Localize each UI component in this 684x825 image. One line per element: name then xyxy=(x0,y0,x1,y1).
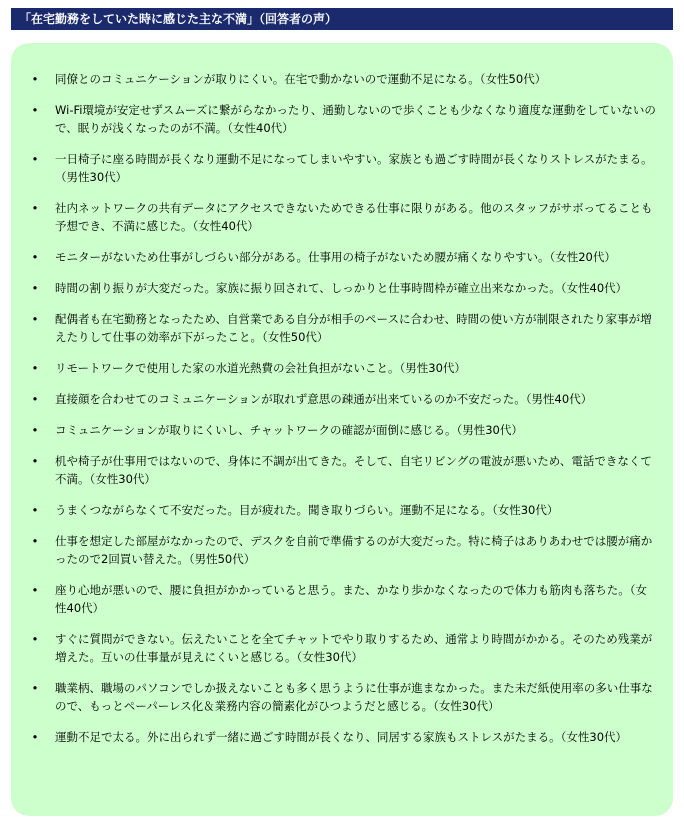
list-item-text: 座り心地が悪いので、腰に負担がかかっていると思う。また、かなり歩かなくなったので体力も筋肉も落ちた。（女性40代） xyxy=(55,583,648,615)
bullet-icon: • xyxy=(31,281,39,295)
list-item-text: 社内ネットワークの共有データにアクセスできないためできる仕事に限りがある。他のスタッフがサボってることも予想でき、不満に感じた。（女性40代） xyxy=(55,201,653,233)
bullet-icon: • xyxy=(31,534,39,548)
bullet-icon: • xyxy=(31,454,39,468)
bullet-icon: • xyxy=(31,312,39,326)
list-item-text: 時間の割り振りが大変だった。家族に振り回されて、しっかりと仕事時間枠が確立出来なかった。（女性40代） xyxy=(55,281,628,295)
bullet-icon: • xyxy=(31,250,39,264)
bullet-icon: • xyxy=(31,681,39,695)
responses-list xyxy=(27,70,657,746)
bullet-icon: • xyxy=(31,392,39,406)
list-item-text: 運動不足で太る。外に出られず一緒に過ごす時間が長くなり、同居する家族もストレスがたまる。（女性30代） xyxy=(55,730,628,744)
list-item xyxy=(27,581,657,617)
list-item xyxy=(27,501,657,519)
bullet-icon: • xyxy=(31,503,39,517)
list-item xyxy=(27,679,657,715)
list-item-text: 配偶者も在宅勤務となったため、自営業である自分が相手のペースに合わせ、時間の使い方が制限されたり家事が増えたりして仕事の効率が下がったこと。（女性50代） xyxy=(55,312,652,344)
list-item-text: 職業柄、職場のパソコンでしか扱えないことも多く思うように仕事が進まなかった。また未だ紙使用率の多い仕事なので、もっとペーパーレス化＆業務内容の簡素化がひつようだと感じる。（女性30代） xyxy=(55,681,653,713)
list-item xyxy=(27,101,657,137)
list-item-text: モニターがないため仕事がしづらい部分がある。仕事用の椅子がないため腰が痛くなりやすい。（女性20代） xyxy=(55,250,616,264)
bullet-icon: • xyxy=(31,201,39,215)
list-item xyxy=(27,70,657,88)
list-item xyxy=(27,248,657,266)
list-item-text: 仕事を想定した部屋がなかったので、デスクを自前で準備するのが大変だった。特に椅子はありあわせでは腰が痛かったので2回買い替えた。（男性50代） xyxy=(55,534,653,566)
list-item xyxy=(27,728,657,746)
bullet-icon: • xyxy=(31,632,39,646)
bullet-icon: • xyxy=(31,583,39,597)
list-item xyxy=(27,532,657,568)
list-item xyxy=(27,630,657,666)
list-item xyxy=(27,359,657,377)
bullet-icon: • xyxy=(31,152,39,166)
list-item xyxy=(27,310,657,346)
list-item xyxy=(27,421,657,439)
list-item xyxy=(27,199,657,235)
list-item-text: コミュニケーションが取りにくいし、チャットワークの確認が面倒に感じる。（男性30代） xyxy=(55,423,523,437)
list-item-text: リモートワークで使用した家の水道光熱費の会社負担がないこと。（男性30代） xyxy=(55,361,466,375)
list-item xyxy=(27,279,657,297)
bullet-icon: • xyxy=(31,103,39,117)
list-item-text: 机や椅子が仕事用ではないので、身体に不調が出てきた。そして、自宅リビングの電波が悪いため、電話できなくて不満。（女性30代） xyxy=(55,454,652,486)
list-item xyxy=(27,150,657,186)
list-item xyxy=(27,390,657,408)
responses-panel xyxy=(11,43,673,816)
bullet-icon: • xyxy=(31,730,39,744)
bullet-icon: • xyxy=(31,423,39,437)
bullet-icon: • xyxy=(31,72,39,86)
list-item-text: うまくつながらなくて不安だった。目が疲れた。聞き取りづらい。運動不足になる。（女性30代） xyxy=(55,503,559,517)
section-title: 「在宅勤務をしていた時に感じた主な不満」（回答者の声） xyxy=(11,8,673,30)
list-item-text: すぐに質問ができない。伝えたいことを全てチャットでやり取りするため、通常より時間がかかる。そのため残業が増えた。互いの仕事量が見えにくいと感じる。（女性30代） xyxy=(55,632,653,664)
list-item-text: Wi-Fi環境が安定せずスムーズに繋がらなかったり、通勤しないので歩くことも少なくなり適度な運動をしていないので、眠りが浅くなったのが不満。（女性40代） xyxy=(55,103,656,135)
list-item-text: 同僚とのコミュニケーションが取りにくい。在宅で動かないので運動不足になる。（女性50代） xyxy=(55,72,547,86)
list-item xyxy=(27,452,657,488)
bullet-icon: • xyxy=(31,361,39,375)
list-item-text: 一日椅子に座る時間が長くなり運動不足になってしまいやすい。家族とも過ごす時間が長くなりストレスがたまる。（男性30代） xyxy=(55,152,653,184)
list-item-text: 直接顔を合わせてのコミュニケーションが取れず意思の疎通が出来ているのか不安だった。（男性40代） xyxy=(55,392,593,406)
